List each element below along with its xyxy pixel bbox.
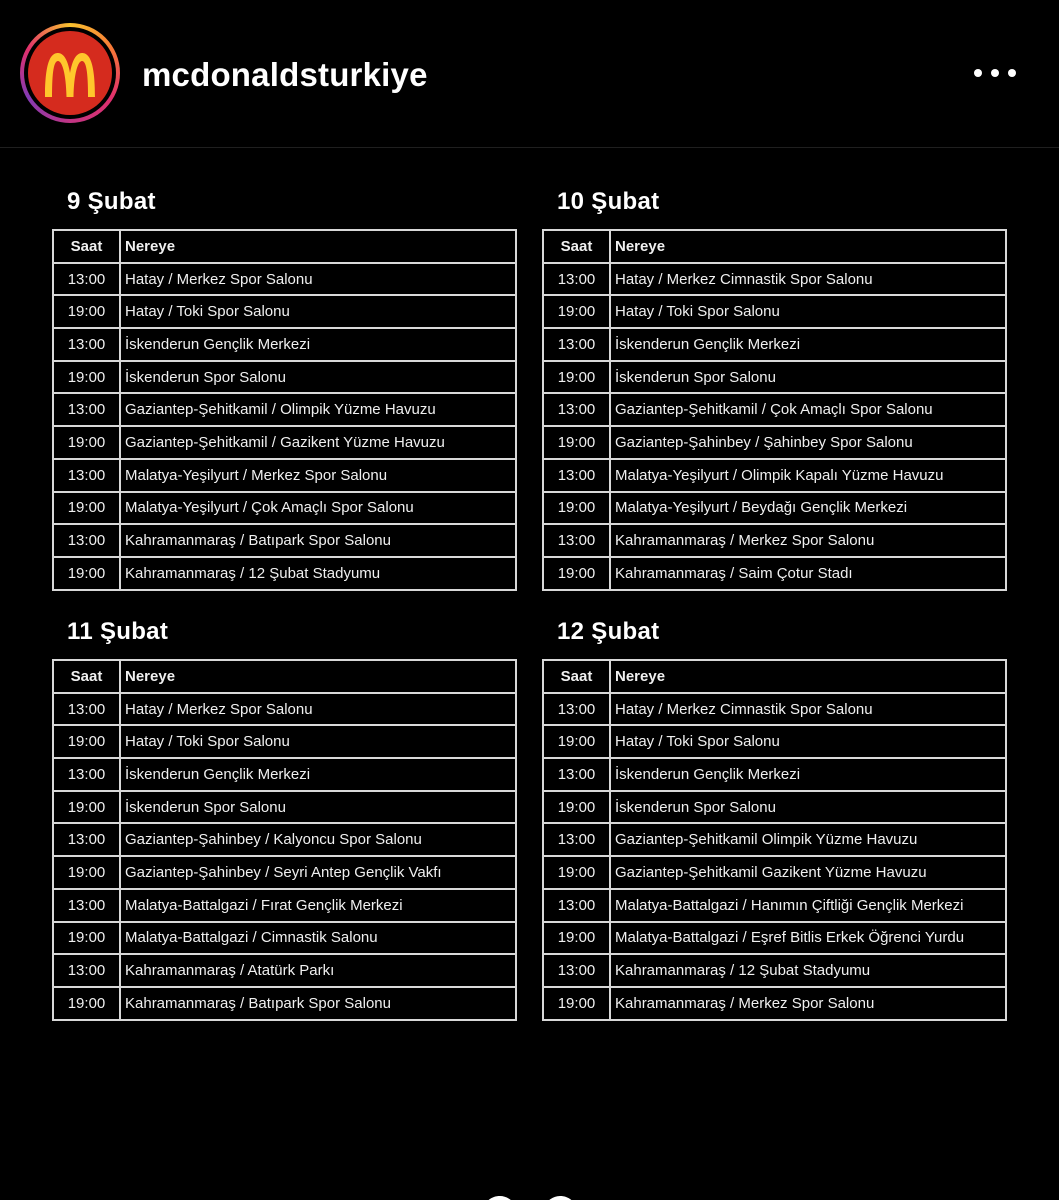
place-cell: Hatay / Merkez Spor Salonu [120, 693, 516, 726]
time-cell: 19:00 [543, 856, 610, 889]
table-row [53, 426, 516, 459]
avatar-story-ring[interactable] [20, 23, 120, 123]
place-cell: Malatya-Battalgazi / Eşref Bitlis Erkek Öğrenci Yurdu [610, 922, 1006, 955]
time-cell: 13:00 [543, 459, 610, 492]
time-cell: 19:00 [53, 922, 120, 955]
table-row [543, 492, 1006, 525]
time-cell: 13:00 [543, 823, 610, 856]
column-header-place: Nereye [610, 660, 1006, 693]
time-cell: 13:00 [543, 693, 610, 726]
time-cell: 19:00 [53, 492, 120, 525]
place-cell: Gaziantep-Şahinbey / Şahinbey Spor Salonu [610, 426, 1006, 459]
place-cell: Kahramanmaraş / Merkez Spor Salonu [610, 987, 1006, 1020]
table-row [53, 361, 516, 394]
table-row [543, 361, 1006, 394]
time-cell: 19:00 [53, 557, 120, 590]
place-cell: Malatya-Battalgazi / Cimnastik Salonu [120, 922, 516, 955]
post-image [0, 148, 1059, 1200]
schedule-table [52, 659, 517, 1021]
time-cell: 13:00 [53, 693, 120, 726]
schedule-date-title: 10 Şubat [557, 188, 660, 215]
time-cell: 13:00 [53, 393, 120, 426]
table-row [543, 823, 1006, 856]
time-cell: 19:00 [543, 557, 610, 590]
time-cell: 19:00 [543, 791, 610, 824]
table-row [53, 328, 516, 361]
place-cell: Gaziantep-Şehitkamil / Olimpik Yüzme Havuzu [120, 393, 516, 426]
time-cell: 19:00 [543, 492, 610, 525]
place-cell: Gaziantep-Şehitkamil / Çok Amaçlı Spor Salonu [610, 393, 1006, 426]
table-row [543, 725, 1006, 758]
table-row [53, 823, 516, 856]
place-cell: Kahramanmaraş / 12 Şubat Stadyumu [610, 954, 1006, 987]
table-row [53, 524, 516, 557]
place-cell: Hatay / Toki Spor Salonu [120, 295, 516, 328]
time-cell: 13:00 [53, 758, 120, 791]
place-cell: Kahramanmaraş / Merkez Spor Salonu [610, 524, 1006, 557]
place-cell: İskenderun Spor Salonu [610, 791, 1006, 824]
table-row [543, 791, 1006, 824]
table-row [53, 922, 516, 955]
table-row [53, 295, 516, 328]
time-cell: 13:00 [543, 328, 610, 361]
table-row [53, 459, 516, 492]
time-cell: 19:00 [53, 856, 120, 889]
table-row [543, 295, 1006, 328]
time-cell: 13:00 [543, 263, 610, 296]
time-cell: 13:00 [543, 889, 610, 922]
schedule-date-title: 12 Şubat [557, 618, 660, 645]
column-header-time: Saat [543, 230, 610, 263]
table-row [53, 557, 516, 590]
column-header-time: Saat [53, 660, 120, 693]
time-cell: 13:00 [53, 889, 120, 922]
table-header-row [543, 660, 1006, 693]
place-cell: Malatya-Battalgazi / Hanımın Çiftliği Gençlik Merkezi [610, 889, 1006, 922]
place-cell: İskenderun Spor Salonu [610, 361, 1006, 394]
place-cell: İskenderun Gençlik Merkezi [120, 328, 516, 361]
time-cell: 19:00 [53, 791, 120, 824]
table-row [53, 889, 516, 922]
table-row [543, 987, 1006, 1020]
place-cell: Kahramanmaraş / Atatürk Parkı [120, 954, 516, 987]
place-cell: Gaziantep-Şehitkamil Olimpik Yüzme Havuzu [610, 823, 1006, 856]
time-cell: 13:00 [543, 524, 610, 557]
column-header-place: Nereye [120, 230, 516, 263]
time-cell: 13:00 [53, 328, 120, 361]
time-cell: 19:00 [543, 922, 610, 955]
column-header-time: Saat [543, 660, 610, 693]
place-cell: Malatya-Battalgazi / Fırat Gençlik Merkezi [120, 889, 516, 922]
place-cell: İskenderun Spor Salonu [120, 791, 516, 824]
schedule-table [52, 229, 517, 591]
place-cell: Gaziantep-Şahinbey / Seyri Antep Gençlik Vakfı [120, 856, 516, 889]
place-cell: Hatay / Toki Spor Salonu [610, 295, 1006, 328]
place-cell: Hatay / Merkez Spor Salonu [120, 263, 516, 296]
table-row [53, 492, 516, 525]
table-row [543, 758, 1006, 791]
time-cell: 13:00 [543, 954, 610, 987]
mcdonalds-arches-icon [470, 1194, 590, 1200]
table-row [543, 393, 1006, 426]
time-cell: 13:00 [53, 823, 120, 856]
place-cell: Hatay / Toki Spor Salonu [120, 725, 516, 758]
column-header-place: Nereye [120, 660, 516, 693]
time-cell: 19:00 [53, 987, 120, 1020]
place-cell: Gaziantep-Şehitkamil Gazikent Yüzme Havuzu [610, 856, 1006, 889]
table-header-row [53, 230, 516, 263]
place-cell: Malatya-Yeşilyurt / Beydağı Gençlik Merkezi [610, 492, 1006, 525]
table-row [53, 393, 516, 426]
time-cell: 13:00 [543, 758, 610, 791]
place-cell: İskenderun Gençlik Merkezi [120, 758, 516, 791]
table-row [543, 263, 1006, 296]
username-link[interactable]: mcdonaldsturkiye [142, 56, 428, 93]
time-cell: 13:00 [53, 263, 120, 296]
time-cell: 19:00 [543, 426, 610, 459]
place-cell: Kahramanmaraş / 12 Şubat Stadyumu [120, 557, 516, 590]
column-header-time: Saat [53, 230, 120, 263]
more-options-icon[interactable] [974, 60, 1026, 86]
time-cell: 19:00 [543, 725, 610, 758]
table-header-row [543, 230, 1006, 263]
column-header-place: Nereye [610, 230, 1006, 263]
table-row [53, 693, 516, 726]
place-cell: Hatay / Merkez Cimnastik Spor Salonu [610, 693, 1006, 726]
schedule-table [542, 229, 1007, 591]
place-cell: Malatya-Yeşilyurt / Çok Amaçlı Spor Salonu [120, 492, 516, 525]
place-cell: İskenderun Gençlik Merkezi [610, 758, 1006, 791]
table-row [543, 328, 1006, 361]
place-cell: Gaziantep-Şehitkamil / Gazikent Yüzme Havuzu [120, 426, 516, 459]
place-cell: Gaziantep-Şahinbey / Kalyoncu Spor Salonu [120, 823, 516, 856]
table-row [543, 954, 1006, 987]
place-cell: İskenderun Gençlik Merkezi [610, 328, 1006, 361]
table-row [543, 557, 1006, 590]
time-cell: 19:00 [543, 361, 610, 394]
table-row [53, 856, 516, 889]
place-cell: Kahramanmaraş / Batıpark Spor Salonu [120, 987, 516, 1020]
time-cell: 13:00 [53, 524, 120, 557]
time-cell: 19:00 [53, 426, 120, 459]
table-row [53, 758, 516, 791]
time-cell: 13:00 [53, 459, 120, 492]
table-row [53, 954, 516, 987]
time-cell: 13:00 [53, 954, 120, 987]
place-cell: İskenderun Spor Salonu [120, 361, 516, 394]
table-row [53, 791, 516, 824]
time-cell: 13:00 [543, 393, 610, 426]
table-row [543, 856, 1006, 889]
schedule-date-title: 11 Şubat [67, 618, 169, 645]
place-cell: Kahramanmaraş / Saim Çotur Stadı [610, 557, 1006, 590]
time-cell: 19:00 [543, 295, 610, 328]
place-cell: Hatay / Toki Spor Salonu [610, 725, 1006, 758]
time-cell: 19:00 [53, 725, 120, 758]
table-row [53, 263, 516, 296]
place-cell: Malatya-Yeşilyurt / Merkez Spor Salonu [120, 459, 516, 492]
place-cell: Hatay / Merkez Cimnastik Spor Salonu [610, 263, 1006, 296]
mcdonalds-arches-icon [42, 51, 98, 97]
table-row [53, 987, 516, 1020]
post-header [0, 0, 1059, 148]
place-cell: Malatya-Yeşilyurt / Olimpik Kapalı Yüzme Havuzu [610, 459, 1006, 492]
time-cell: 19:00 [53, 361, 120, 394]
avatar[interactable] [28, 31, 112, 115]
schedule-table [542, 659, 1007, 1021]
table-row [543, 459, 1006, 492]
place-cell: Kahramanmaraş / Batıpark Spor Salonu [120, 524, 516, 557]
table-row [543, 889, 1006, 922]
table-row [53, 725, 516, 758]
table-row [543, 426, 1006, 459]
time-cell: 19:00 [53, 295, 120, 328]
time-cell: 19:00 [543, 987, 610, 1020]
schedule-date-title: 9 Şubat [67, 188, 156, 215]
table-header-row [53, 660, 516, 693]
table-row [543, 693, 1006, 726]
table-row [543, 922, 1006, 955]
table-row [543, 524, 1006, 557]
